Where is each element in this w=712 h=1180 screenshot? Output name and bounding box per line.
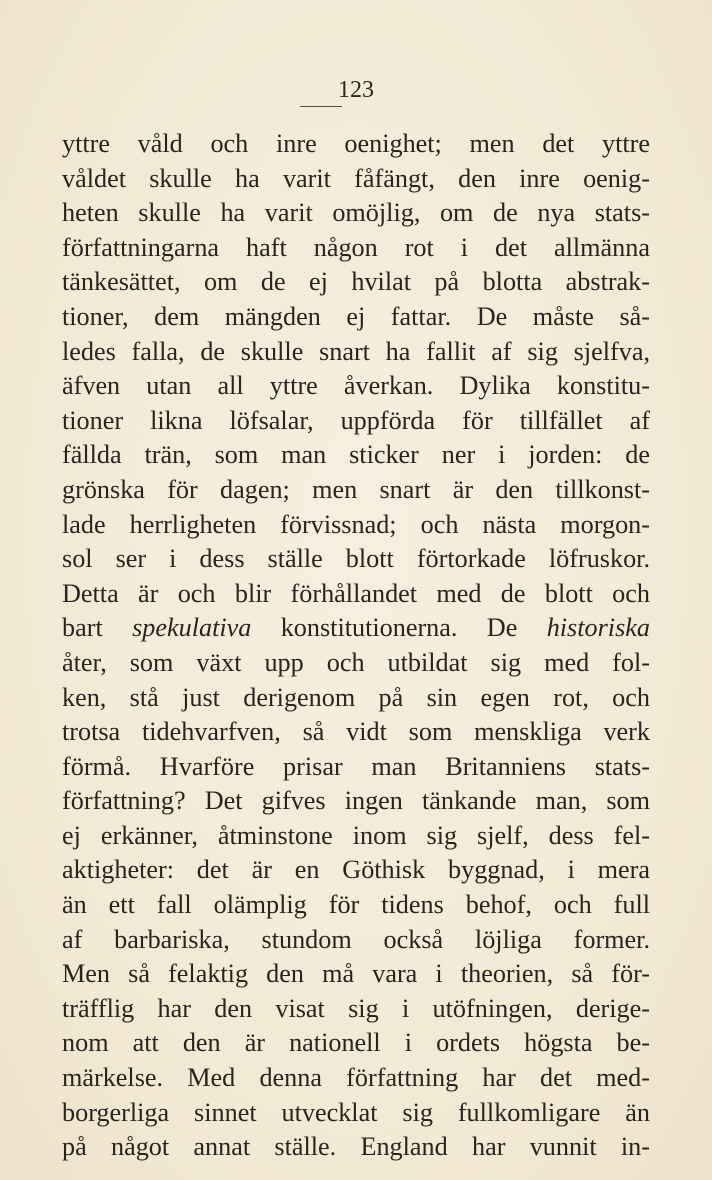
text-run: grönska för dagen; men snart är den tillkonst- bbox=[62, 474, 650, 504]
text-run: äfven utan all yttre åverkan. Dylika konstitu- bbox=[62, 371, 650, 401]
text-run: sol ser i dess ställe blott förtorkade löfruskor. bbox=[62, 544, 650, 574]
text-run: Men så felaktig den må vara i theorien, så för- bbox=[62, 959, 650, 989]
text-line bbox=[62, 992, 650, 1027]
italic-term: historiska bbox=[546, 613, 650, 643]
text-run: borgerliga sinnet utvecklat sig fullkomligare än bbox=[62, 1097, 650, 1127]
text-line bbox=[62, 438, 650, 473]
text-line bbox=[62, 577, 650, 612]
text-line bbox=[62, 300, 650, 335]
text-line bbox=[62, 819, 650, 854]
text-run: än ett fall olämplig för tidens behof, och full bbox=[62, 890, 650, 920]
text-run: märkelse. Med denna författning har det med- bbox=[62, 1063, 650, 1093]
text-run: på något annat ställe. England har vunnit in- bbox=[62, 1132, 650, 1162]
text-run: konstitutionerna. De bbox=[251, 613, 547, 643]
text-run: författningarna haft någon rot i det allmänna bbox=[62, 232, 650, 262]
text-run: fällda trän, som man sticker ner i jorden: de bbox=[62, 440, 650, 470]
text-line bbox=[62, 196, 650, 231]
text-run: våldet skulle ha varit fåfängt, den inre oenig- bbox=[62, 163, 650, 193]
text-line bbox=[62, 1026, 650, 1061]
text-run: lade herrligheten förvissnad; och nästa morgon- bbox=[62, 509, 650, 539]
text-line bbox=[62, 369, 650, 404]
text-run: ej erkänner, åtminstone inom sig sjelf, dess fel- bbox=[62, 820, 650, 850]
text-run: trotsa tidehvarfven, så vidt som menskliga verk bbox=[62, 717, 650, 747]
text-line bbox=[62, 1061, 650, 1096]
text-line bbox=[62, 646, 650, 681]
text-line bbox=[62, 265, 650, 300]
text-run: träfflig har den visat sig i utöfningen, derige- bbox=[62, 993, 650, 1023]
text-run: yttre våld och inre oenighet; men det yttre bbox=[62, 129, 650, 158]
text-run: tioner, dem mängden ej fattar. De måste så- bbox=[62, 301, 650, 331]
text-line bbox=[62, 888, 650, 923]
text-line bbox=[62, 1130, 650, 1165]
text-run: nom att den är nationell i ordets högsta be- bbox=[62, 1028, 650, 1058]
text-line bbox=[62, 404, 650, 439]
text-line bbox=[62, 681, 650, 716]
text-run: bart bbox=[62, 613, 133, 643]
body-text bbox=[62, 127, 650, 1165]
page-number-underline bbox=[300, 106, 342, 107]
text-run: författning? Det gifves ingen tänkande man, som bbox=[62, 786, 650, 816]
text-line bbox=[62, 508, 650, 543]
text-run: tioner likna löfsalar, uppförda för tillfället af bbox=[62, 405, 650, 435]
text-run: åter, som växt upp och utbildat sig med fol- bbox=[62, 647, 650, 677]
text-line bbox=[62, 923, 650, 958]
text-line bbox=[62, 162, 650, 197]
text-line bbox=[62, 853, 650, 888]
text-run: heten skulle ha varit omöjlig, om de nya stats- bbox=[62, 198, 650, 228]
text-line bbox=[62, 127, 650, 162]
text-line bbox=[62, 542, 650, 577]
text-run: af barbariska, stundom också löjliga former. bbox=[62, 924, 650, 954]
text-run: ledes falla, de skulle snart ha fallit af sig sjelfva, bbox=[62, 336, 650, 366]
text-line bbox=[62, 473, 650, 508]
text-line bbox=[62, 335, 650, 370]
page-number: 123 bbox=[338, 77, 374, 103]
text-line bbox=[62, 1096, 650, 1131]
text-run: förmå. Hvarföre prisar man Britanniens stats- bbox=[62, 751, 650, 781]
text-run: tänkesättet, om de ej hvilat på blotta abstrak- bbox=[62, 267, 650, 297]
text-line bbox=[62, 784, 650, 819]
text-line bbox=[62, 750, 650, 785]
text-line bbox=[62, 231, 650, 266]
text-run: Detta är och blir förhållandet med de blott och bbox=[62, 578, 650, 608]
text-run: aktigheter: det är en Göthisk byggnad, i mera bbox=[62, 855, 650, 885]
text-line bbox=[62, 957, 650, 992]
italic-term: spekulativa bbox=[132, 613, 252, 643]
text-line bbox=[62, 611, 650, 646]
text-line bbox=[62, 715, 650, 750]
text-run: ken, stå just derigenom på sin egen rot, och bbox=[62, 682, 650, 712]
